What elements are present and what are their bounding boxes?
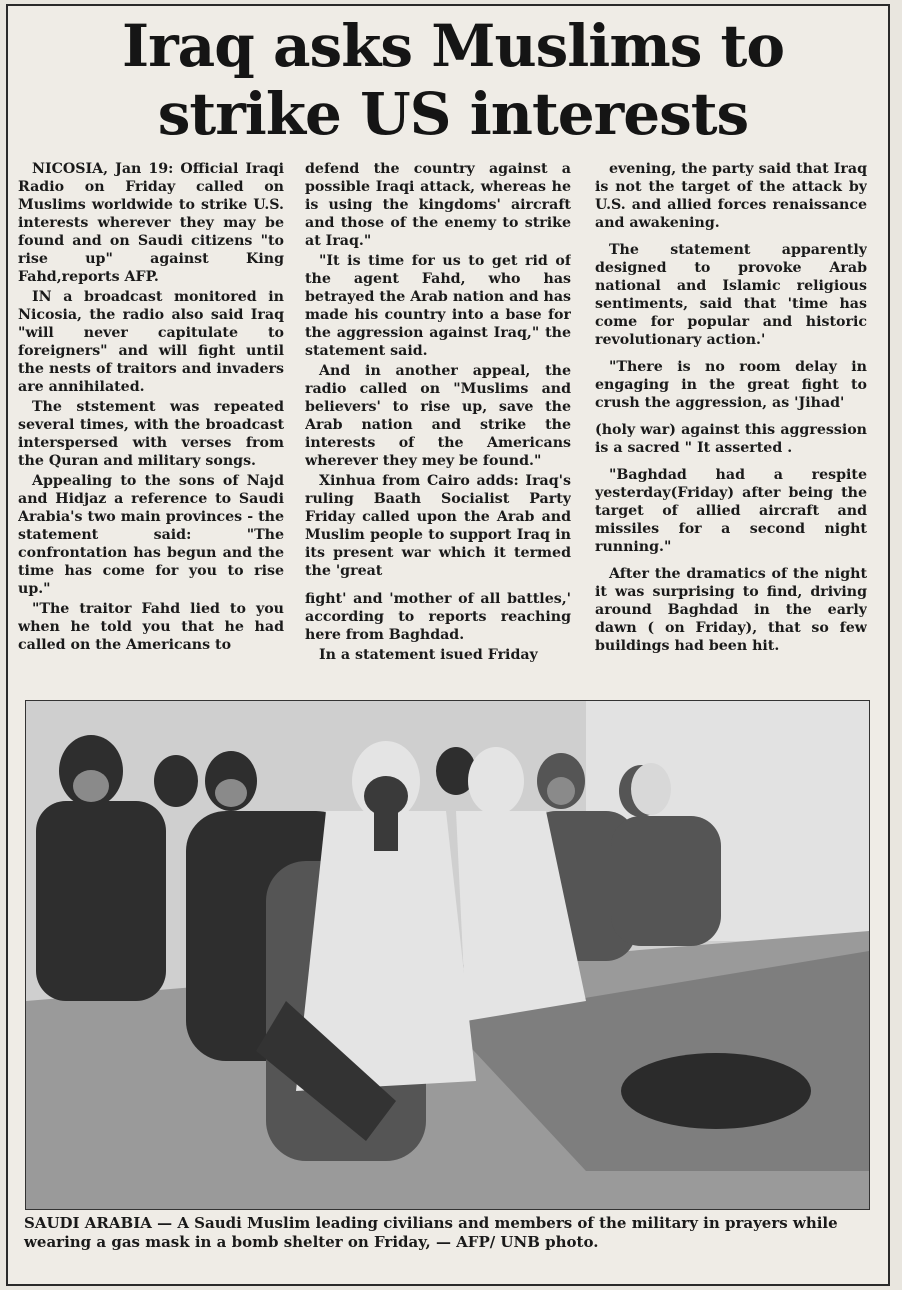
- paragraph: "There is no room delay in engaging in the great fight to crush the aggression, as 'Jihad': [595, 359, 867, 411]
- photo-illustration: [26, 701, 869, 1209]
- paragraph: The ststement was repeated several times, with the broadcast interspersed with verses from the Quran and military songs.: [18, 399, 284, 469]
- column-2: [305, 160, 571, 690]
- paragraph: Appealing to the sons of Najd and Hidjaz a reference to Saudi Arabia's two main provinces - the statement said: "The confrontation has begun and the time has come for you to rise up.": [18, 473, 284, 597]
- paragraph: Xinhua from Cairo adds: Iraq's ruling Baath Socialist Party Friday called upon the Arab and Muslim people to support Iraq in its present war which it termed the 'great: [305, 473, 571, 579]
- headline-line-1: Iraq asks Muslims to: [121, 12, 785, 80]
- headline: [28, 12, 878, 148]
- photo-caption: SAUDI ARABIA — A Saudi Muslim leading civilians and members of the military in prayers while wearing a gas mask in a bomb shelter on Friday, — AFP/ UNB photo.: [24, 1214, 838, 1251]
- paragraph: defend the country against a possible Iraqi attack, whereas he is using the kingdoms' aircraft and those of the enemy to strike at Iraq.": [305, 161, 571, 249]
- paragraph: IN a broadcast monitored in Nicosia, the radio also said Iraq "will never capitulate to foreigners" and will fight until the nests of traitors and invaders are annihilated.: [18, 289, 284, 395]
- paragraph: "The traitor Fahd lied to you when he told you that he had called on the Americans to: [18, 601, 284, 653]
- paragraph: And in another appeal, the radio called on "Muslims and believers' to rise up, save the Arab nation and strike the interests of the Americans wherever they mey be found.": [305, 363, 571, 469]
- paragraph: (holy war) against this aggression is a sacred " It asserted .: [595, 422, 867, 456]
- news-photo: [25, 700, 870, 1210]
- column-1: [18, 160, 284, 690]
- paragraph: After the dramatics of the night it was surprising to find, driving around Baghdad in the early dawn ( on Friday), that so few buildings had been hit.: [595, 566, 867, 654]
- paragraph: In a statement isued Friday: [319, 647, 538, 663]
- paragraph: evening, the party said that Iraq is not the target of the attack by U.S. and allied forces renaissance and awakening.: [595, 161, 867, 231]
- article-body: [18, 160, 874, 690]
- paragraph: "It is time for us to get rid of the agent Fahd, who has betrayed the Arab nation and has made his country into a base for the aggression against Iraq," the statement said.: [305, 253, 571, 359]
- paragraph: The statement apparently designed to provoke Arab national and Islamic religious sentiments, said that 'time has come for popular and historic revolutionary action.': [595, 242, 867, 348]
- paragraph: NICOSIA, Jan 19: Official Iraqi Radio on Friday called on Muslims worldwide to strike U.S. interests wherever they may be found and on Saudi citizens "to rise up" against King Fahd,reports AFP.: [18, 161, 284, 285]
- headline-line-2: strike US interests: [157, 80, 749, 148]
- paragraph: fight' and 'mother of all battles,' according to reports reaching here from Baghdad.: [305, 591, 571, 643]
- paragraph: "Baghdad had a respite yesterday(Friday) after being the target of allied aircraft and missiles for a second night running.": [595, 467, 867, 555]
- column-3: [595, 160, 867, 690]
